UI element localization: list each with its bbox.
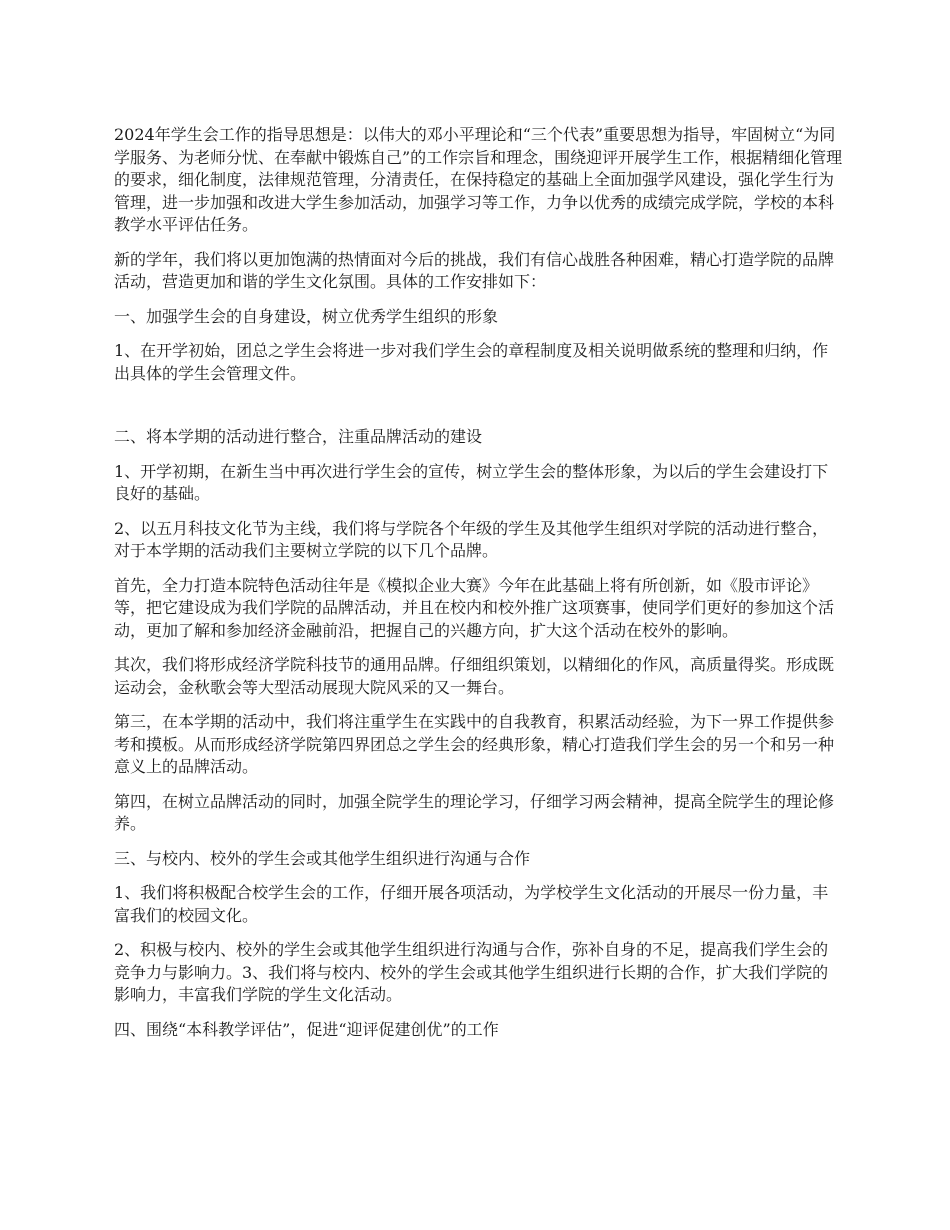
section-2-item-1: 1、开学初期，在新生当中再次进行学生会的宣传，树立学生会的整体形象，为以后的学生会建设打下良好的基础。: [114, 461, 829, 503]
section-2-second-paragraph: 其次，我们将形成经济学院科技节的通用品牌。仔细组织策划，以精细化的作风，高质量得奖。形成既运动会，金秋歌会等大型活动展现大院风采的又一舞台。: [114, 655, 835, 697]
intro-paragraph: 2024年学生会工作的指导思想是：以伟大的邓小平理论和“三个代表”重要思想为指导，牢固树立“为同学服务、为老师分忧、在奉献中锻炼自己”的工作宗旨和理念，围绕迎评开展学生工作，根据精细化管理的要求，细化制度，法律规范管理，分清责任，在保持稳定的基础上全面加强学风建设，强化学生行为管理，进一步加强和改进大学生参加活动，加强学习等工作，力争以优秀的成绩完成学院，学校的本科教学水平评估任务。: [114, 125, 843, 234]
overview-paragraph: 新的学年，我们将以更加饱满的热情面对今后的挑战，我们有信心战胜各种困难，精心打造学院的品牌活动，营造更加和谐的学生文化氛围。具体的工作安排如下：: [114, 249, 835, 291]
section-3-item-1: 1、我们将积极配合校学生会的工作，仔细开展各项活动，为学校学生文化活动的开展尽一份力量，丰富我们的校园文化。: [114, 883, 829, 925]
section-2-first-paragraph: 首先，全力打造本院特色活动往年是《模拟企业大赛》今年在此基础上将有所创新，如《股市评论》等，把它建设成为我们学院的品牌活动，并且在校内和校外推广这项赛事，使同学们更好的参加这个活动，更加了解和参加经济金融前沿，把握自己的兴趣方向，扩大这个活动在校外的影响。: [114, 575, 835, 640]
section-3-item-2-3: 2、积极与校内、校外的学生会或其他学生组织进行沟通与合作，弥补自身的不足，提高我们学生会的竞争力与影响力。3、我们将与校内、校外的学生会或其他学生组织进行长期的合作，扩大我们学院的影响力，丰富我们学院的学生文化活动。: [114, 940, 829, 1004]
section-heading-3: 三、与校内、校外的学生会或其他学生组织进行沟通与合作: [114, 848, 531, 868]
section-2-third-paragraph: 第三，在本学期的活动中，我们将注重学生在实践中的自我教育，积累活动经验，为下一界工作提供参考和摸板。从而形成经济学院第四界团总之学生会的经典形象，精心打造我们学生会的另一个和另一种意义上的品牌活动。: [114, 712, 835, 776]
section-heading-4: 四、围绕“本科教学评估”，促进“迎评促建创优”的工作: [114, 1019, 499, 1039]
section-heading-1: 一、加强学生会的自身建设，树立优秀学生组织的形象: [114, 306, 499, 326]
document-body: [114, 124, 844, 1053]
section-2-item-2: 2、以五月科技文化节为主线，我们将与学院各个年级的学生及其他学生组织对学院的活动进行整合，对于本学期的活动我们主要树立学院的以下几个品牌。: [114, 518, 829, 560]
section-2-fourth-paragraph: 第四，在树立品牌活动的同时，加强全院学生的理论学习，仔细学习两会精神，提高全院学生的理论修养。: [114, 791, 835, 833]
section-heading-2: 二、将本学期的活动进行整合，注重品牌活动的建设: [114, 427, 483, 446]
section-1-item-1: 1、在开学初始，团总之学生会将进一步对我们学生会的章程制度及相关说明做系统的整理和归纳，作出具体的学生会管理文件。: [114, 341, 829, 383]
